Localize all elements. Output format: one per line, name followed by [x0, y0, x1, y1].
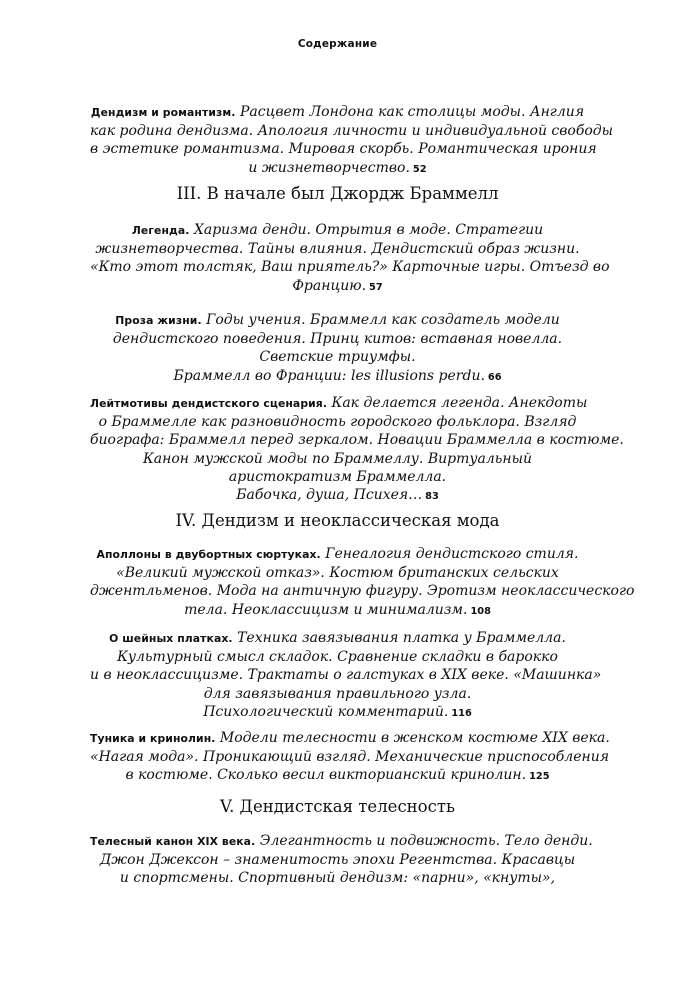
toc-entry-text: тела. Неоклассицизм и минимализм.	[184, 601, 468, 618]
toc-entry-text: жизнетворчества. Тайны влияния. Дендистский образ жизни.	[95, 241, 580, 258]
toc-entry-line	[90, 729, 610, 748]
toc-entry-line	[90, 601, 585, 621]
toc-entry-heading: Лейтмотивы дендистского сценария.	[90, 397, 328, 410]
toc-entry	[90, 394, 624, 506]
toc-entry-line	[90, 103, 585, 122]
toc-entry-text: Францию.	[292, 277, 367, 294]
toc-entry-text: Харизма денди. Отрытия в моде. Стратегии	[193, 222, 544, 238]
toc-entry-text: Светские триумфы.	[259, 349, 416, 366]
toc-entry-line	[90, 766, 585, 786]
page-number: 66	[487, 371, 502, 383]
toc-entry-line	[90, 832, 593, 851]
toc-entry-heading: Телесный канон XIX века.	[90, 835, 256, 848]
toc-entry-line	[90, 394, 588, 413]
page-number: 52	[412, 163, 427, 175]
page-number: 83	[425, 491, 439, 503]
toc-entry-text: биографа: Браммелл перед зеркалом. Новации Браммелла в костюме.	[90, 432, 624, 449]
toc-entry-text: Годы учения. Браммелл как создатель модели	[206, 312, 560, 328]
toc-entry-text: Генеалогия дендистского стиля.	[325, 546, 579, 562]
toc-entry-heading: Легенда.	[131, 224, 190, 237]
toc-entry-text: «Кто этот толстяк, Ваш приятель?» Карточные игры. Отъезд во	[90, 259, 610, 276]
toc-entry-line	[90, 367, 585, 387]
toc-entry-text: Модели телесности в женском костюме XIX века.	[219, 730, 610, 746]
toc-entry-line	[90, 545, 585, 564]
toc-entry-text: и в неоклассицизме. Трактаты о галстуках в XIX веке. «Машинка»	[90, 667, 602, 684]
toc-entry-text: в эстетике романтизма. Мировая скорбь. Романтическая ирония	[90, 141, 597, 158]
toc-entry-line	[90, 311, 585, 330]
section-title: III. В начале был Джордж Браммелл	[176, 184, 499, 203]
toc-entry-line	[90, 629, 585, 648]
toc-entry-line	[90, 221, 585, 240]
page-number: 125	[529, 771, 550, 783]
toc-entry-text: как родина дендизма. Апология личности и индивидуальной свободы	[90, 123, 614, 140]
toc-entry-line	[90, 486, 585, 506]
toc-entry-heading: О шейных платках.	[109, 632, 233, 645]
toc-entry-text: в костюме. Сколько весил викторианский кринолин.	[125, 767, 527, 784]
toc-entry-text: Культурный смысл складок. Сравнение складки в барокко	[117, 649, 558, 666]
page-number: 116	[451, 707, 472, 719]
toc-entry-text: Расцвет Лондона как столицы моды. Англия	[239, 104, 585, 120]
toc-entry-text: о Браммелле как разновидность городского фольклора. Взгляд	[98, 414, 577, 431]
toc-entry-line	[90, 159, 585, 179]
toc-entry-heading: Аполлоны в двубортных сюртуках.	[96, 548, 321, 561]
toc-entry-heading: Проза жизни.	[115, 314, 202, 327]
toc-entry-text: Как делается легенда. Анекдоты	[331, 395, 588, 411]
toc-entry-text: «Нагая мода». Проникающий взгляд. Механические приспособления	[90, 749, 610, 766]
toc-entry-text: «Великий мужской отказ». Костюм британских сельских	[116, 565, 559, 582]
toc-entry-text: и спортсмены. Спортивный дендизм: «парни», «кнуты»,	[119, 870, 556, 887]
toc-entry-text: для завязывания правильного узла.	[203, 685, 472, 702]
toc-entry-text: Браммелл во Франции: les illusions perdu.	[173, 367, 485, 384]
toc-entry	[90, 629, 602, 723]
toc-entry-text: и жизнетворчество.	[248, 159, 410, 176]
toc-entry-text: джентльменов. Мода на античную фигуру. Эротизм неоклассического	[90, 583, 635, 600]
section-title: V. Дендистская телесность	[220, 797, 455, 816]
toc-entry	[90, 729, 610, 787]
toc-entry-line	[90, 703, 585, 723]
toc-entry-text: дендистского поведения. Принц китов: вставная новелла.	[112, 331, 563, 348]
toc-entry	[90, 545, 635, 621]
toc-entry-heading: Туника и кринолин.	[90, 732, 216, 745]
toc-entry-text: Техника завязывания платка у Браммелла.	[237, 630, 566, 646]
running-head: Содержание	[297, 38, 378, 50]
toc-entry	[90, 103, 614, 179]
toc-entry-text: Психологический комментарий.	[203, 703, 449, 720]
toc-entry-text: Бабочка, душа, Психея…	[236, 487, 423, 504]
page-number: 108	[470, 605, 491, 617]
toc-entry	[90, 311, 585, 387]
toc-entry-heading: Дендизм и романтизм.	[90, 106, 236, 119]
toc-entry-line	[90, 277, 585, 297]
page-number: 57	[369, 281, 383, 293]
section-title: IV. Дендизм и неоклассическая мода	[175, 511, 500, 530]
toc-entry-text: Канон мужской моды по Браммеллу. Виртуальный	[142, 450, 533, 467]
toc-entry-text: Джон Джексон – знаменитость эпохи Регентства. Красавцы	[99, 852, 576, 869]
toc-entry-text: аристократизм Браммелла.	[228, 468, 447, 485]
toc-entry	[90, 832, 593, 888]
toc-entry	[90, 221, 610, 297]
toc-entry-text: Элегантность и подвижность. Тело денди.	[259, 833, 593, 849]
